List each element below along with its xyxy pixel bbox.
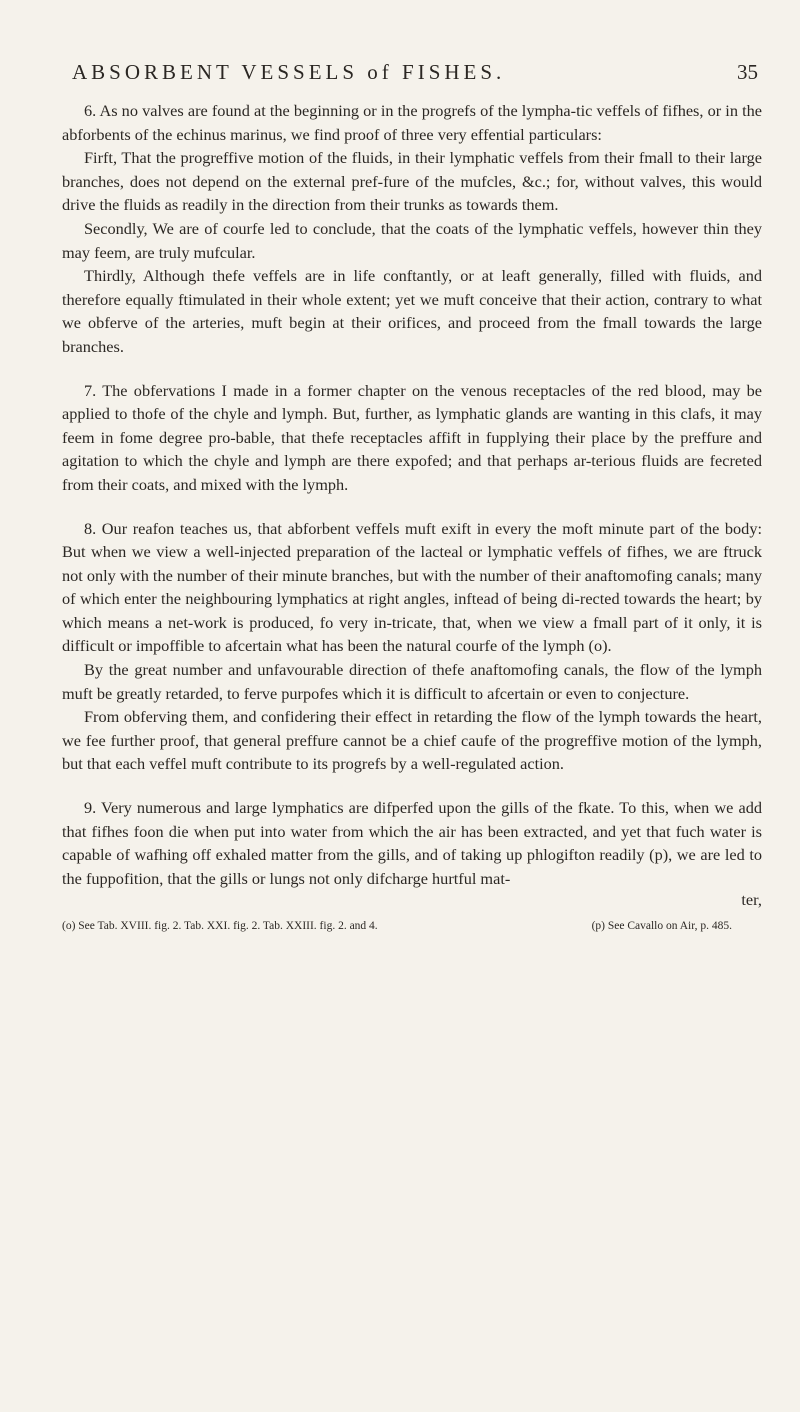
section-6 [62,99,762,359]
body-text [62,99,762,912]
paragraph: 9. Very numerous and large lymphatics are difperfed upon the gills of the fkate. To this, when we add that fifhes foon die when put into water from which the air has been extracted, and yet that fuch water is capable of wafhing off exhaled matter from the gills, and of taking up phlogifton readily (p), we are led to the fuppofition, that the gills or lungs not only difcharge hurtful mat- [62,798,762,888]
page-number: 35 [737,60,758,84]
section-9 [62,796,762,890]
paragraph: 6. As no valves are found at the beginning or in the progrefs of the lympha-tic veffels of fifhes, or in the abforbents of the echinus marinus, we find proof of three very effential particulars: [62,101,762,144]
catchword: ter, [741,890,762,910]
paragraph: Firft, That the progreffive motion of the fluids, in their lymphatic veffels from their fmall to their large branches, does not depend on the external pref-fure of the mufcles, &c.; for, without valves, this would drive the fluids as readily in the direction from their trunks as towards them. [62,148,762,215]
paragraph: Secondly, We are of courfe led to conclude, that the coats of the lymphatic veffels, however thin they may feem, are truly mufcular. [62,218,762,262]
running-head-title: ABSORBENT VESSELS of FISHES. [72,60,506,84]
paragraph: Thirdly, Although thefe veffels are in life conftantly, or at leaft generally, filled with fluids, and therefore equally ftimulated in their whole extent; yet we muft conceive that their action, contrary to what we obferve of the arteries, muft begin at their orifices, and proceed from the fmall towards the large branches. [62,266,762,356]
section-7 [62,379,762,497]
footnote-o: (o) See Tab. XVIII. fig. 2. Tab. XXI. fig. 2. Tab. XXIII. fig. 2. and 4. [62,920,378,932]
section-8 [62,517,762,777]
paragraph: From obferving them, and confidering their effect in retarding the flow of the lymph towards the heart, we fee further proof, that general preffure cannot be a chief caufe of the progreffive motion of the lymph, but that each veffel muft contribute to its progrefs by a well-regulated action. [62,707,762,774]
running-head [62,60,762,85]
paragraph: 7. The obfervations I made in a former chapter on the venous receptacles of the red blood, may be applied to thofe of the chyle and lymph. But, further, as lymphatic glands are wanting in this clafs, it may feem in fome degree pro-bable, that thefe receptacles affift in fupplying their place by the preffure and agitation to which the chyle and lymph are there expofed; and that perhaps ar-terious fluids are fecreted from their coats, and mixed with the lymph. [62,380,762,494]
paragraph: By the great number and unfavourable direction of thefe anaftomofing canals, the flow of the lymph muft be greatly retarded, to ferve purpofes which it is difficult to afcertain or even to conjecture. [62,660,762,703]
paragraph: 8. Our reafon teaches us, that abforbent veffels muft exift in every the moft minute part of the body: But when we view a well-injected preparation of the lacteal or lymphatic veffels of fifhes, we are ftruck not only with the number of their minute branches, but with the number of their anaftomofing canals; many of which enter the neighbouring lymphatics at right angles, inftead of being di-rected towards the heart; by which means a net-work is produced, fo very in-tricate, that, when we view a fmall part of it only, it is difficult or impoffible to afcertain what has been the natural courfe of the lymph (o). [62,518,762,656]
footnote-p: (p) See Cavallo on Air, p. 485. [591,920,732,932]
footnotes [62,920,762,932]
